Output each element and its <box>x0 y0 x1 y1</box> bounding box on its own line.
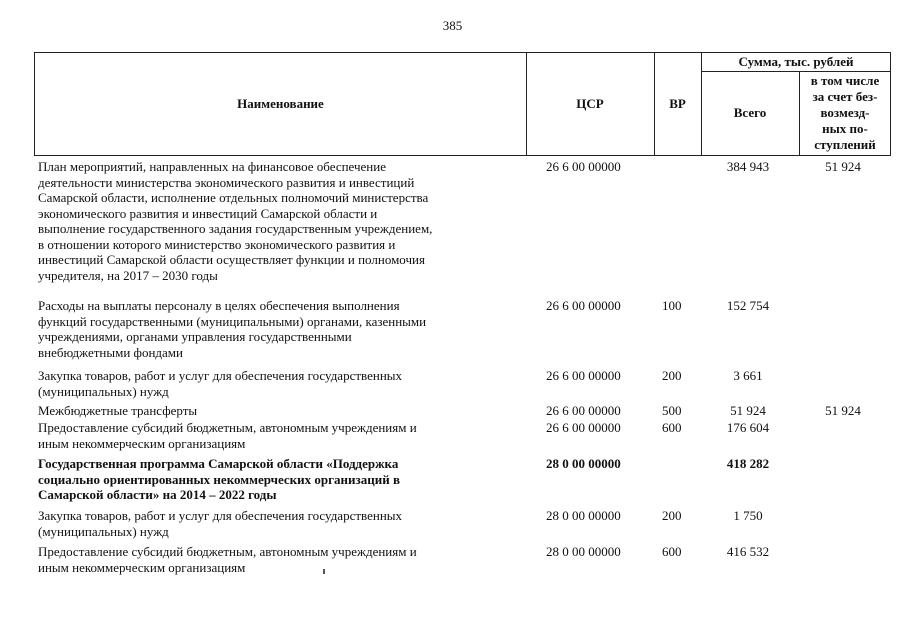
row-csr: 26 6 00 00000 <box>546 159 621 174</box>
row-name-line: Межбюджетные трансферты <box>38 403 198 418</box>
row-name-line: деятельности министерства экономического развития и инвестиций <box>38 174 415 190</box>
row-name <box>38 159 508 283</box>
header-grants-line: ных по- <box>822 121 868 136</box>
row-vr: 500 <box>662 403 682 418</box>
header-grants-line: возмезд- <box>820 105 870 120</box>
row-name <box>38 456 508 503</box>
row-name-line: Предоставление субсидий бюджетным, автономным учреждениям и <box>38 420 417 435</box>
row-csr: 26 6 00 00000 <box>546 403 621 418</box>
row-name-line: Государственная программа Самарской области «Поддержка <box>38 456 399 471</box>
header-vr: ВР <box>669 96 686 111</box>
row-name-line: инвестиций Самарской области осуществляет функции и полномочия <box>38 252 425 267</box>
header-grants-line: за счет без- <box>812 89 878 104</box>
row-csr: 28 0 00 00000 <box>546 508 621 523</box>
header-grants-line: в том числе <box>810 73 880 88</box>
row-name-line: Самарской области» на 2014 – 2022 годы <box>38 487 277 502</box>
row-total: 176 604 <box>726 420 770 435</box>
row-total: 418 282 <box>726 456 770 471</box>
row-vr: 600 <box>662 420 682 435</box>
header-grants <box>799 71 891 155</box>
row-name <box>38 508 508 539</box>
row-name-line: выполнение государственного задания государственным учреждением, <box>38 221 433 236</box>
header-sum: Сумма, тыс. рублей <box>738 54 854 69</box>
row-name <box>38 544 508 575</box>
row-name-line: План мероприятий, направленных на финансовое обеспечение <box>38 159 386 174</box>
row-name-line: функций государственными (муниципальными) органами, казенными <box>38 313 427 329</box>
row-name-line: учреждениями, органами управления государственными <box>38 329 352 344</box>
row-vr: 600 <box>662 544 682 559</box>
row-name <box>38 298 508 360</box>
row-total: 152 754 <box>726 298 770 313</box>
row-name-line: учредителя, на 2017 – 2030 годы <box>38 267 218 283</box>
row-csr: 26 6 00 00000 <box>546 368 621 383</box>
row-csr: 26 6 00 00000 <box>546 298 621 313</box>
row-name-line: (муниципальных) нужд <box>38 383 169 399</box>
row-name-line: социально ориентированных некоммерческих организаций в <box>38 471 400 487</box>
row-name-line: Расходы на выплаты персоналу в целях обеспечения выполнения <box>38 298 400 313</box>
header-total: Всего <box>733 105 767 120</box>
row-vr: 200 <box>662 368 682 383</box>
scan-speck <box>323 569 325 574</box>
header-grants-line: ступлений <box>814 137 876 152</box>
row-name-line: Закупка товаров, работ и услуг для обеспечения государственных <box>38 368 403 383</box>
row-name <box>38 420 508 451</box>
row-grant: 51 924 <box>825 159 861 174</box>
row-total: 3 661 <box>733 368 763 383</box>
row-grant: 51 924 <box>825 403 861 418</box>
table-header <box>34 52 891 156</box>
row-csr: 26 6 00 00000 <box>546 420 621 435</box>
row-name-line: экономического развития и инвестиций Самарской области и <box>38 205 378 221</box>
row-name-line: Предоставление субсидий бюджетным, автономным учреждениям и <box>38 544 417 559</box>
page-number: 385 <box>442 18 463 33</box>
row-total: 416 532 <box>726 544 770 559</box>
row-name-line: Самарской области, исполнение отдельных полномочий министерства <box>38 190 429 205</box>
row-vr: 200 <box>662 508 682 523</box>
row-name-line: внебюджетными фондами <box>38 344 183 360</box>
row-name-line: (муниципальных) нужд <box>38 523 169 539</box>
row-total: 1 750 <box>733 508 763 523</box>
row-name-line: в отношении которого министерство экономического развития и <box>38 236 396 252</box>
row-name-line: иным некоммерческим организациям <box>38 559 246 575</box>
row-name-line: Закупка товаров, работ и услуг для обеспечения государственных <box>38 508 403 523</box>
row-total: 384 943 <box>726 159 770 174</box>
row-name-line: иным некоммерческим организациям <box>38 435 246 451</box>
row-csr: 28 0 00 00000 <box>546 456 621 471</box>
row-name <box>38 403 508 419</box>
row-csr: 28 0 00 00000 <box>546 544 621 559</box>
header-name: Наименование <box>237 96 324 111</box>
row-vr: 100 <box>662 298 682 313</box>
header-csr: ЦСР <box>576 96 604 111</box>
row-name <box>38 368 508 399</box>
row-total: 51 924 <box>730 403 766 418</box>
